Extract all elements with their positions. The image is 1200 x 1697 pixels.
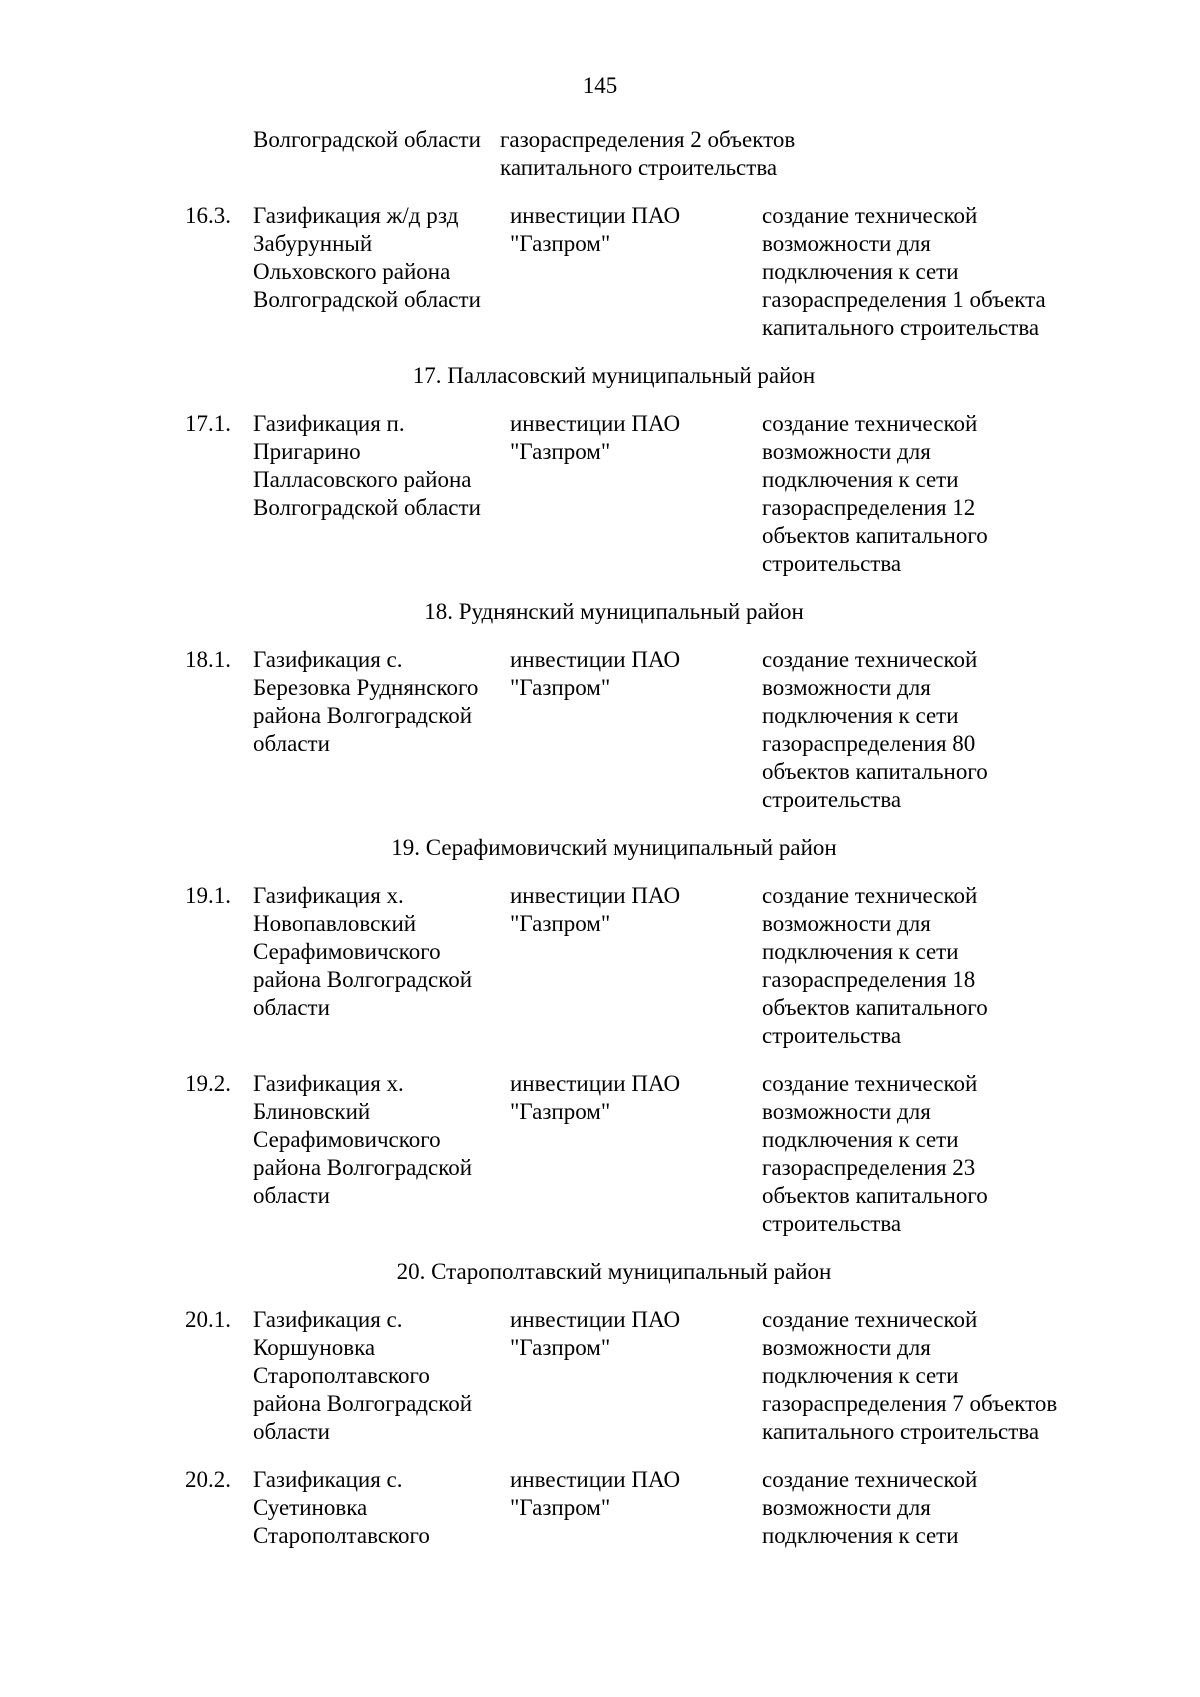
section-heading: 18. Руднянский муниципальный район	[424, 599, 804, 624]
table-row	[0, 202, 1200, 362]
expected-result: создание технической возможности для подключения к сети газораспределения 12 объектов капитального строительства	[762, 411, 988, 576]
object-name: Газификация с. Суетиновка Старополтавского	[253, 1467, 430, 1548]
table-row	[0, 1466, 1200, 1570]
table-row	[0, 646, 1200, 834]
document-table	[0, 126, 1200, 1570]
funding-source: инвестиции ПАО "Газпром"	[510, 1307, 681, 1360]
expected-result: создание технической возможности для подключения к сети газораспределения 7 объектов капитального строительства	[762, 1307, 1058, 1444]
object-name: Газификация х. Блиновский Серафимовичского района Волгоградской области	[253, 1071, 473, 1208]
row-number: 16.3.	[185, 203, 231, 228]
table-row	[0, 1306, 1200, 1466]
expected-result: газораспределения 2 объектов капитального строительства	[500, 127, 796, 180]
section-heading: 17. Палласовский муниципальный район	[412, 363, 816, 388]
expected-result: создание технической возможности для подключения к сети газораспределения 1 объекта капитального строительства	[762, 203, 1046, 340]
section-heading: 19. Серафимовичский муниципальный район	[391, 835, 837, 860]
object-name: Газификация п. Пригарино Палласовского района Волгоградской области	[253, 411, 481, 520]
table-row	[0, 410, 1200, 598]
row-number: 18.1.	[185, 647, 231, 672]
page-number: 145	[582, 73, 618, 98]
row-number: 17.1.	[185, 411, 231, 436]
funding-source: инвестиции ПАО "Газпром"	[510, 1467, 681, 1520]
expected-result: создание технической возможности для подключения к сети газораспределения 18 объектов капитального строительства	[762, 883, 988, 1048]
expected-result: создание технической возможности для подключения к сети газораспределения 23 объектов капитального строительства	[762, 1071, 988, 1236]
funding-source: инвестиции ПАО "Газпром"	[510, 883, 681, 936]
funding-source: инвестиции ПАО "Газпром"	[510, 1071, 681, 1124]
expected-result: создание технической возможности для подключения к сети газораспределения 80 объектов капитального строительства	[762, 647, 988, 812]
table-row	[0, 882, 1200, 1070]
object-name: Газификация с. Коршуновка Старополтавского района Волгоградской области	[253, 1307, 473, 1444]
section-heading: 20. Старополтавский муниципальный район	[396, 1259, 832, 1284]
object-name: Газификация ж/д рзд Забурунный Ольховского района Волгоградской области	[253, 203, 481, 312]
row-number: 20.1.	[185, 1307, 231, 1332]
object-name: Волгоградской области	[253, 127, 481, 152]
expected-result: создание технической возможности для подключения к сети	[762, 1467, 978, 1548]
table-row	[0, 1070, 1200, 1258]
funding-source: инвестиции ПАО "Газпром"	[510, 647, 681, 700]
object-name: Газификация х. Новопавловский Серафимовичского района Волгоградской области	[253, 883, 473, 1020]
funding-source: инвестиции ПАО "Газпром"	[510, 203, 681, 256]
object-name: Газификация с. Березовка Руднянского района Волгоградской области	[253, 647, 479, 756]
table-row	[0, 126, 1200, 202]
row-number: 19.1.	[185, 883, 231, 908]
row-number: 20.2.	[185, 1467, 231, 1492]
row-number: 19.2.	[185, 1071, 231, 1096]
funding-source: инвестиции ПАО "Газпром"	[510, 411, 681, 464]
